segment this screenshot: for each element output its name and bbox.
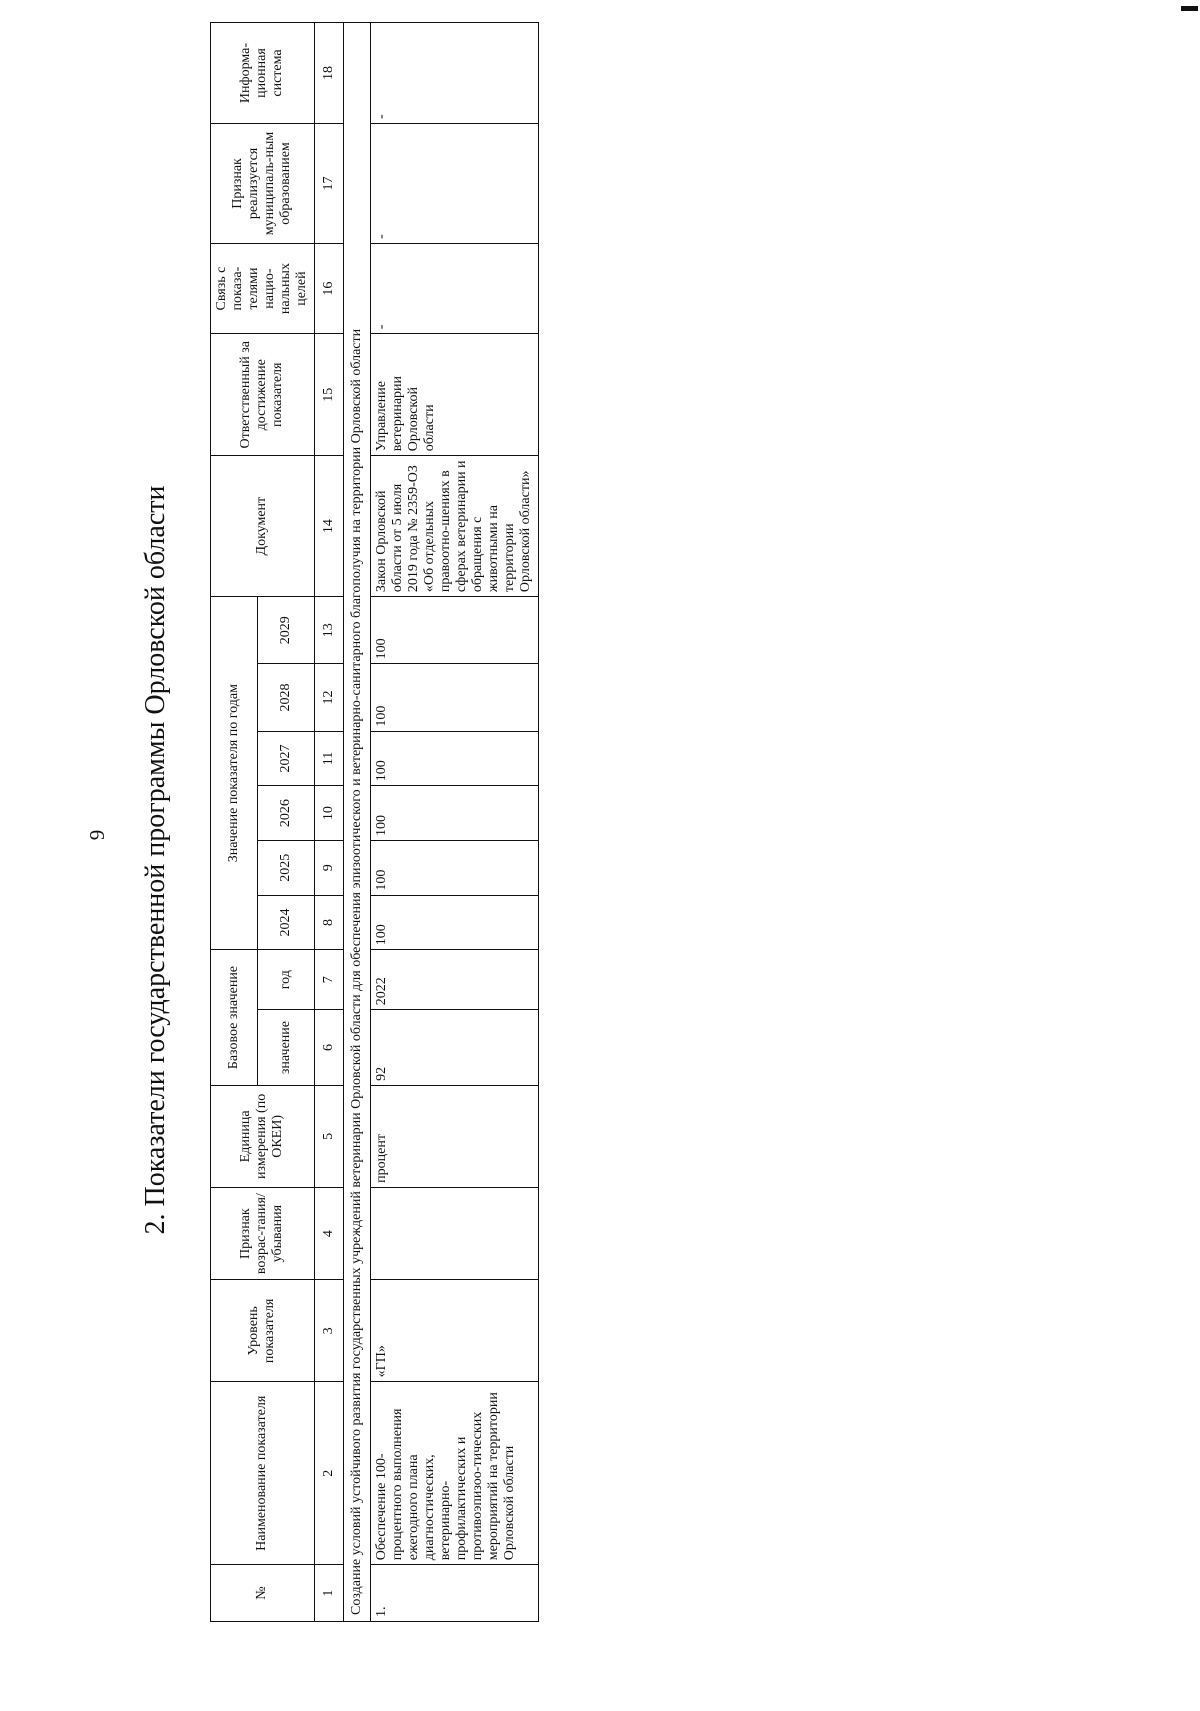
row-base-year: 2022 — [370, 950, 538, 1010]
header-base-group: Базовое значение — [211, 950, 258, 1086]
row-municipal: - — [370, 124, 538, 244]
column-number: 15 — [314, 334, 343, 456]
row-responsible: Управление ветеринарии Орловской области — [370, 334, 538, 456]
page-number: 9 — [85, 829, 109, 841]
header-year: 2027 — [257, 731, 314, 786]
column-number: 8 — [314, 895, 343, 950]
header-year: 2026 — [257, 786, 314, 841]
column-number: 1 — [314, 1565, 343, 1622]
section-title: Создание условий устойчивого развития государственных учреждений ветеринарии Орловской области для обеспечения эпизоотического и ветеринарно-санитарного благополучия на территории Орловской области — [343, 23, 370, 1622]
row-trend — [370, 1187, 538, 1280]
header-base-year: год — [257, 950, 314, 1010]
header-base-value: значение — [257, 1010, 314, 1086]
column-number: 4 — [314, 1187, 343, 1280]
header-municipal: Признак реализуется муниципаль-ным образованием — [211, 124, 315, 244]
row-base-value: 92 — [370, 1010, 538, 1086]
column-number: 18 — [314, 23, 343, 124]
column-number: 7 — [314, 950, 343, 1010]
header-document: Документ — [211, 456, 315, 597]
scan-edge-mark — [1181, 6, 1198, 11]
section-row — [343, 23, 370, 1622]
header-year: 2028 — [257, 664, 314, 731]
row-value: 100 — [370, 840, 538, 895]
row-document: Закон Орловской области от 5 июля 2019 года № 2359-ОЗ «Об отдельных правоотно-шениях в сферах ветеринарии и обращения с животными на территории Орловской области» — [370, 456, 538, 597]
row-num: 1. — [370, 1565, 538, 1622]
row-national: - — [370, 243, 538, 333]
row-value: 100 — [370, 664, 538, 731]
row-value: 100 — [370, 895, 538, 950]
header-national: Связь с показа-телями нацио-нальных целей — [211, 243, 315, 333]
column-number: 9 — [314, 840, 343, 895]
row-value: 100 — [370, 786, 538, 841]
header-year: 2025 — [257, 840, 314, 895]
header-year: 2029 — [257, 597, 314, 664]
header-unit: Единица измерения (по ОКЕИ) — [211, 1085, 315, 1187]
table-header-row — [211, 23, 258, 1622]
column-number: 14 — [314, 456, 343, 597]
indicators-table — [210, 22, 539, 1622]
header-year: 2024 — [257, 895, 314, 950]
column-number: 10 — [314, 786, 343, 841]
header-trend: Признак возрас-тания/ убывания — [211, 1187, 315, 1280]
column-number: 16 — [314, 243, 343, 333]
page-title: 2. Показатели государственной программы Орловской области — [140, 485, 171, 1235]
column-numbers-row — [314, 23, 343, 1622]
header-num: № — [211, 1565, 315, 1622]
column-number: 3 — [314, 1280, 343, 1382]
row-info-system: - — [370, 23, 538, 124]
column-number: 11 — [314, 731, 343, 786]
column-number: 12 — [314, 664, 343, 731]
header-responsible: Ответственный за достижение показателя — [211, 334, 315, 456]
column-number: 2 — [314, 1382, 343, 1565]
row-name: Обеспечение 100-процентного выполнения ежегодного плана диагностических, ветеринарно-профилактических и противоэпизоо-тических мероприятий на территории Орловской области — [370, 1382, 538, 1565]
row-level: «ГП» — [370, 1280, 538, 1382]
row-unit: процент — [370, 1085, 538, 1187]
row-value: 100 — [370, 731, 538, 786]
header-years-group: Значение показателя по годам — [211, 597, 258, 950]
table-row — [370, 23, 538, 1622]
header-name: Наименование показателя — [211, 1382, 315, 1565]
column-number: 6 — [314, 1010, 343, 1086]
column-number: 13 — [314, 597, 343, 664]
row-value: 100 — [370, 597, 538, 664]
header-level: Уровень показателя — [211, 1280, 315, 1382]
header-info-system: Информа-ционная система — [211, 23, 315, 124]
column-number: 17 — [314, 124, 343, 244]
column-number: 5 — [314, 1085, 343, 1187]
